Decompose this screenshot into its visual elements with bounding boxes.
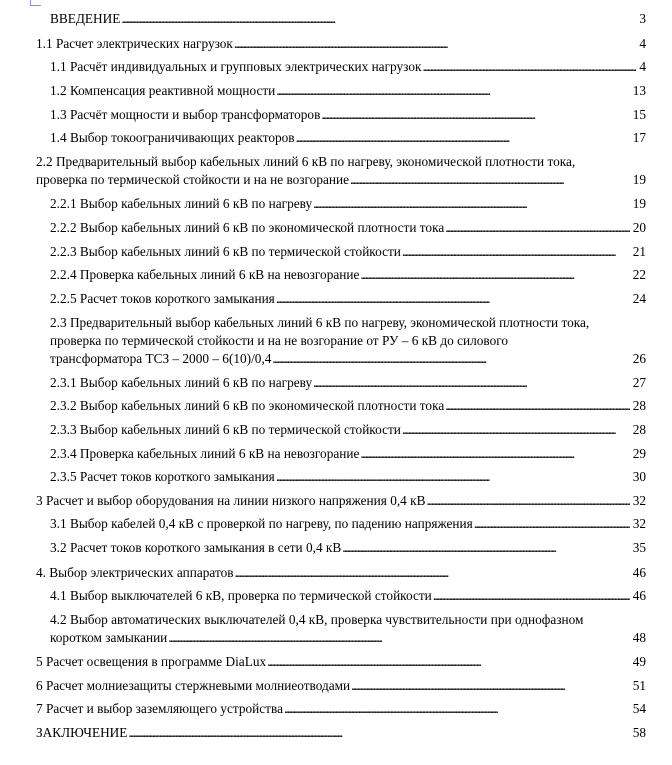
toc-leader	[342, 539, 629, 557]
toc-entry-3-2[interactable]	[50, 539, 646, 557]
toc-entry-1-2[interactable]	[50, 82, 646, 100]
toc-page-number: 28	[632, 422, 646, 437]
toc-page-number: 26	[632, 351, 646, 366]
toc-leader	[272, 350, 629, 368]
toc-entry-2-3-4[interactable]	[50, 445, 646, 463]
toc-leader	[276, 468, 630, 486]
toc-entry-title: 3.2 Расчет токов короткого замыкания в сети 0,4 кВ	[50, 540, 342, 555]
toc-entry-title: 3.1 Выбор кабелей 0,4 кВ с проверкой по нагреву, по падению напряжения	[50, 516, 473, 531]
toc-page-number: 21	[632, 244, 646, 259]
toc-entry-title: ЗАКЛЮЧЕНИЕ	[36, 725, 128, 740]
toc-entry-title-cont: коротком замыкании	[50, 630, 168, 645]
toc-page-number: 28	[632, 398, 646, 413]
toc-page-number: 32	[632, 493, 646, 508]
toc-page-number: 4	[639, 36, 646, 51]
toc-entry-title: 6 Расчет молниезащиты стержневыми молниеотводами	[36, 678, 351, 693]
toc-leader	[360, 445, 629, 463]
toc-entry-2-2-5[interactable]	[50, 290, 646, 308]
toc-entry-1-4[interactable]	[50, 129, 646, 147]
toc-entry-2-3-2[interactable]	[50, 397, 646, 415]
toc-entry-title: 2.2.3 Выбор кабельных линий 6 кВ по термической стойкости	[50, 244, 401, 259]
toc-entry-3-1[interactable]	[50, 515, 646, 533]
toc-leader	[296, 129, 630, 147]
toc-page-number: 30	[632, 469, 646, 484]
toc-entry-title-cont: проверка по термической стойкости и на не возгорание	[36, 172, 350, 187]
toc-leader	[445, 397, 629, 415]
toc-entry-2-2[interactable]	[36, 153, 646, 189]
toc-entry-title: 4.2 Выбор автоматических выключателей 0,4 кВ, проверка чувствительности при однофазном	[50, 612, 584, 627]
toc-page-number: 46	[632, 588, 646, 603]
toc-entry-2-3-1[interactable]	[50, 374, 646, 392]
toc-entry-2-3-3[interactable]	[50, 421, 646, 439]
toc-entry-title-cont: трансформатора ТСЗ – 2000 – 6(10)/0,4	[50, 351, 272, 366]
toc-entry-3[interactable]	[36, 492, 646, 510]
toc-entry-7[interactable]	[36, 700, 646, 718]
toc-leader	[445, 219, 629, 237]
toc-entry-title: 2.2.1 Выбор кабельных линий 6 кВ по нагреву	[50, 196, 313, 211]
toc-leader	[235, 564, 630, 582]
toc-leader	[128, 724, 629, 742]
toc-entry-2-2-2[interactable]	[50, 219, 646, 237]
toc-page-number: 58	[632, 725, 646, 740]
toc-page-number: 22	[632, 267, 646, 282]
toc-page-number: 19	[632, 196, 646, 211]
toc-entry-6[interactable]	[36, 677, 646, 695]
toc-entry-conclusion[interactable]	[36, 724, 646, 742]
toc-entry-title: 2.3.1 Выбор кабельных линий 6 кВ по нагреву	[50, 375, 313, 390]
toc-leader	[351, 677, 630, 695]
toc-page-number: 35	[632, 540, 646, 555]
toc-page-number: 49	[632, 654, 646, 669]
toc-page-number: 17	[632, 130, 646, 145]
toc-page-number: 54	[632, 701, 646, 716]
toc-leader	[276, 290, 630, 308]
toc-entry-5[interactable]	[36, 653, 646, 671]
toc-entry-title: 2.2.4 Проверка кабельных линий 6 кВ на невозгорание	[50, 267, 360, 282]
toc-entry-title: 2.2.2 Выбор кабельных линий 6 кВ по экономической плотности тока	[50, 220, 445, 235]
toc-entry-4[interactable]	[36, 564, 646, 582]
toc-page-number: 46	[632, 565, 646, 580]
toc-entry-2-2-3[interactable]	[50, 243, 646, 261]
toc-leader	[433, 587, 630, 605]
toc-leader	[267, 653, 630, 671]
toc-leader	[321, 106, 629, 124]
toc-entry-title: 2.3.3 Выбор кабельных линий 6 кВ по термической стойкости	[50, 422, 401, 437]
toc-page-number: 29	[632, 446, 646, 461]
toc-leader	[234, 35, 636, 53]
toc-entry-title: 1.1 Расчет электрических нагрузок	[36, 36, 233, 51]
toc-page-number: 13	[632, 83, 646, 98]
toc-entry-2-2-1[interactable]	[50, 195, 646, 213]
toc-entry-4-2[interactable]	[50, 611, 646, 647]
toc-leader	[360, 266, 629, 284]
toc-entry-1-1-individual-loads[interactable]	[50, 58, 646, 76]
toc-leader	[284, 700, 630, 718]
toc-entry-title: 1.2 Компенсация реактивной мощности	[50, 83, 276, 98]
toc-page-number: 4	[639, 59, 646, 74]
toc-page-number: 20	[632, 220, 646, 235]
toc-entry-4-1[interactable]	[50, 587, 646, 605]
toc-page-number: 3	[639, 11, 646, 26]
toc-entry-title: 2.2 Предварительный выбор кабельных линий 6 кВ по нагреву, экономической плотности тока,	[36, 154, 576, 169]
toc-entry-title: 2.3 Предварительный выбор кабельных линий 6 кВ по нагреву, экономической плотности тока,	[50, 315, 590, 330]
toc-entry-title: 3 Расчет и выбор оборудования на линии низкого напряжения 0,4 кВ	[36, 493, 426, 508]
toc-entry-2-3[interactable]	[50, 314, 646, 368]
toc-page-number: 24	[632, 291, 646, 306]
toc-page-number: 19	[632, 172, 646, 187]
toc-entry-title: 2.2.5 Расчет токов короткого замыкания	[50, 291, 275, 306]
toc-entry-title: 4.1 Выбор выключателей 6 кВ, проверка по термической стойкости	[50, 588, 432, 603]
toc-leader	[121, 10, 636, 28]
toc-page-number: 32	[632, 516, 646, 531]
toc-entry-introduction[interactable]	[50, 10, 646, 28]
toc-entry-title-cont: проверка по термической стойкости и на не возгорание от РУ – 6 кВ до силового	[50, 333, 508, 348]
toc-entry-title: 1.1 Расчёт индивидуальных и групповых электрических нагрузок	[50, 59, 422, 74]
toc-leader	[350, 171, 630, 189]
toc-page-number: 15	[632, 107, 646, 122]
toc-page-number: 51	[632, 678, 646, 693]
toc-leader	[276, 82, 629, 100]
toc-entry-title: 1.3 Расчёт мощности и выбор трансформаторов	[50, 107, 321, 122]
toc-leader	[426, 492, 629, 510]
toc-page-number: 27	[632, 375, 646, 390]
toc-entry-title: 2.3.4 Проверка кабельных линий 6 кВ на невозгорание	[50, 446, 360, 461]
toc-entry-title: 1.4 Выбор токоограничивающих реакторов	[50, 130, 295, 145]
toc-entry-title: 7 Расчет и выбор заземляющего устройства	[36, 701, 283, 716]
toc-leader	[313, 195, 630, 213]
toc-leader	[168, 629, 629, 647]
toc-entry-title: 4. Выбор электрических аппаратов	[36, 565, 234, 580]
toc-entry-title: 2.3.5 Расчет токов короткого замыкания	[50, 469, 275, 484]
toc-leader	[474, 515, 630, 533]
toc-entry-title: 2.3.2 Выбор кабельных линий 6 кВ по экономической плотности тока	[50, 398, 445, 413]
toc-entry-title: ВВЕДЕНИЕ	[50, 11, 121, 26]
toc-leader	[402, 421, 630, 439]
toc-entry-1-3[interactable]	[50, 106, 646, 124]
toc-page-number: 48	[632, 630, 646, 645]
toc-entry-2-2-4[interactable]	[50, 266, 646, 284]
toc-entry-2-3-5[interactable]	[50, 468, 646, 486]
toc-entry-1-1-load-calc[interactable]	[36, 35, 646, 53]
toc-leader	[402, 243, 630, 261]
page-corner-mark	[30, 0, 41, 6]
toc-entry-title: 5 Расчет освещения в программе DiaLux	[36, 654, 267, 669]
toc-leader	[422, 58, 636, 76]
toc-leader	[313, 374, 630, 392]
